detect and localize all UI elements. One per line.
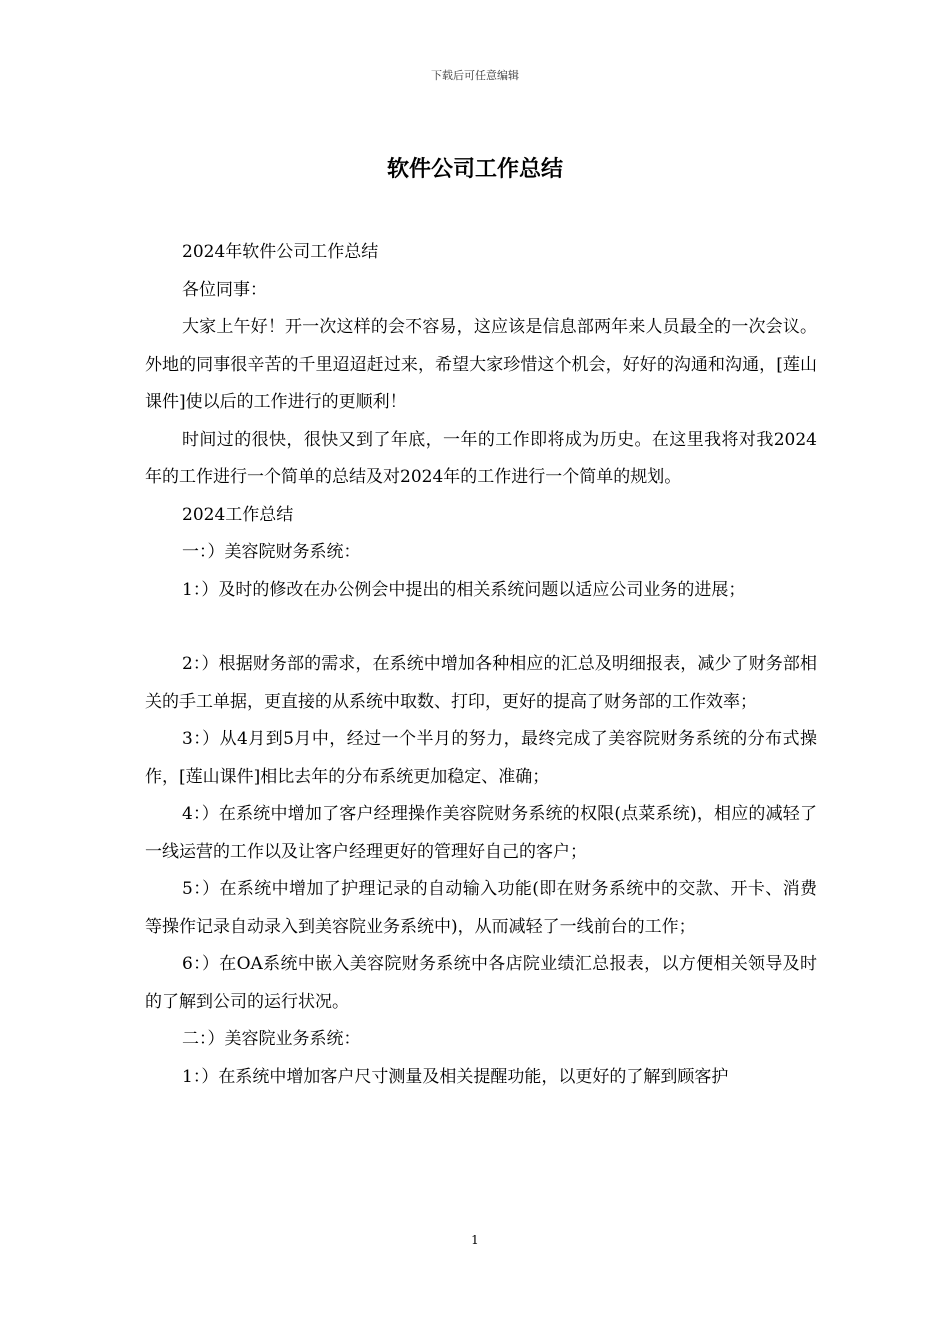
page-number: 1 bbox=[471, 1233, 479, 1247]
paragraph: 2024年软件公司工作总结 bbox=[182, 242, 379, 262]
subsection-heading: 一：）美容院财务系统： bbox=[182, 542, 361, 562]
subsection-heading: 二：）美容院业务系统： bbox=[182, 1029, 361, 1049]
section-heading: 2024工作总结 bbox=[182, 504, 294, 525]
list-item: 1：）及时的修改在办公例会中提出的相关系统问题以适应公司业务的进展； bbox=[182, 579, 746, 600]
list-item: 2：）根据财务部的需求，在系统中增加各种相应的汇总及明细报表，减少了财务部相关的手工单据，更直接的从系统中取数、打印，更好的提高了财务部的工作效率； bbox=[145, 654, 817, 712]
list-item: 6：）在OA系统中嵌入美容院财务系统中各店院业绩汇总报表，以方便相关领导及时的了解到公司的运行状况。 bbox=[145, 954, 817, 1012]
paragraph: 时间过的很快，很快又到了年底，一年的工作即将成为历史。在这里我将对我2024年的工作进行一个简单的总结及对2024年的工作进行一个简单的规划。 bbox=[145, 429, 817, 487]
paragraph: 大家上午好！开一次这样的会不容易，这应该是信息部两年来人员最全的一次会议。外地的同事很辛苦的千里迢迢赶过来，希望大家珍惜这个机会，好好的沟通和沟通，[莲山课件]使以后的工作进行的更顺利！ bbox=[145, 317, 817, 412]
document-body bbox=[145, 234, 817, 1096]
list-item: 4：）在系统中增加了客户经理操作美容院财务系统的权限(点菜系统)，相应的减轻了一线运营的工作以及让客户经理更好的管理好自己的客户； bbox=[145, 804, 817, 862]
list-item: 5：）在系统中增加了护理记录的自动输入功能(即在财务系统中的交款、开卡、消费等操作记录自动录入到美容院业务系统中)，从而减轻了一线前台的工作； bbox=[145, 879, 817, 937]
page-header-note: 下载后可任意编辑 bbox=[431, 69, 519, 82]
paragraph: 各位同事： bbox=[182, 279, 267, 300]
list-item: 3：）从4月到5月中，经过一个半月的努力，最终完成了美容院财务系统的分布式操作，[莲山课件]相比去年的分布系统更加稳定、准确； bbox=[145, 729, 817, 787]
document-title: 软件公司工作总结 bbox=[386, 157, 563, 182]
list-item: 1：）在系统中增加客户尺寸测量及相关提醒功能，以更好的了解到顾客护 bbox=[182, 1066, 729, 1087]
